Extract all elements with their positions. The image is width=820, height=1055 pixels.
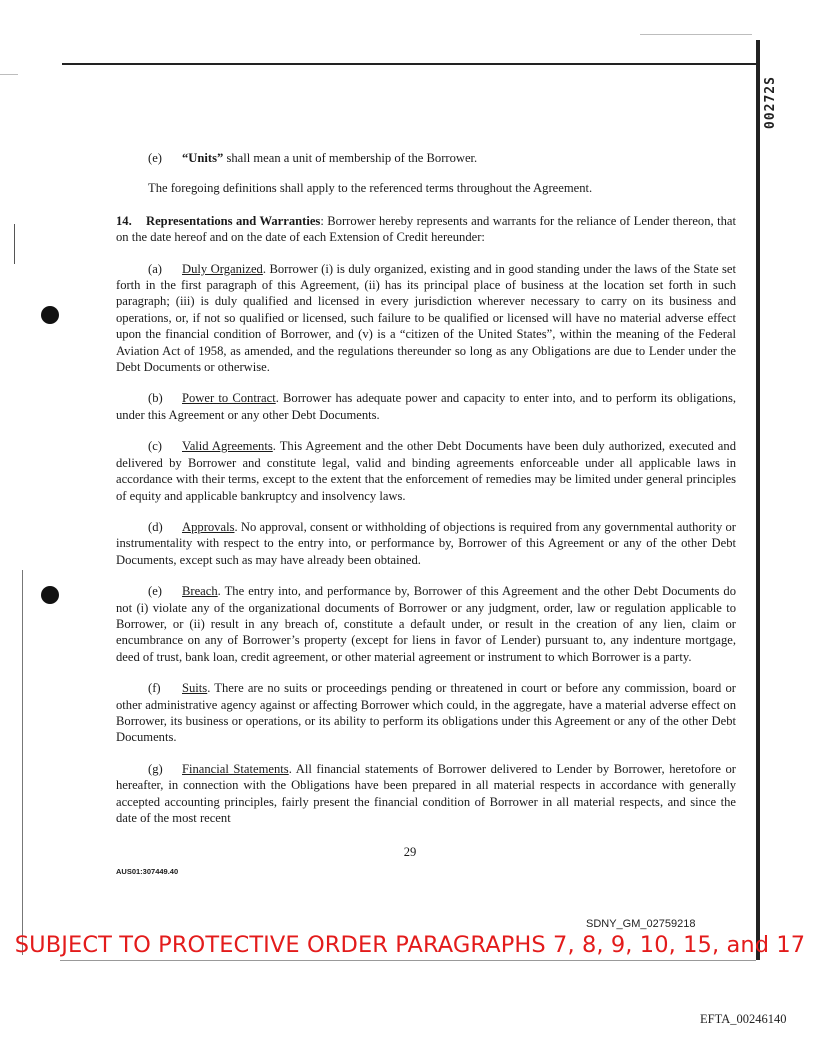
side-bates-stamp: 00272S — [763, 76, 778, 130]
clause-title: Breach — [182, 584, 218, 599]
document-body — [116, 150, 736, 826]
clause-text: . Borrower has adequate power and capacity to enter into, and to perform its obligations, under this Agreement or any other Debt Documents. — [116, 391, 736, 422]
section-intro-text: : Borrower hereby represents and warrants for the reliance of Lender thereon, that on the date hereof and on the date of each Extension of Credit hereunder: — [116, 213, 736, 245]
paragraph-units-definition — [116, 150, 736, 166]
clause-label: (d) — [148, 519, 163, 534]
clause-title: Approvals — [182, 519, 235, 534]
clause-text: . There are no suits or proceedings pending or threatened in court or before any commission, board or other administrative agency against or affecting Borrower which could, in the aggregate, have a material adverse effect on Borrower, its business or operations, or its ability to perform its obligations under this Agreement or any of the other Debt Documents. — [116, 681, 736, 745]
clause-g-financial-statements — [116, 761, 736, 827]
clause-title: Valid Agreements — [182, 439, 273, 454]
clause-d-approvals — [116, 519, 736, 568]
section-14-heading-paragraph — [116, 213, 736, 246]
clause-title: Duly Organized — [182, 261, 263, 276]
page-number: 29 — [403, 845, 417, 859]
clause-a-duly-organized — [116, 261, 736, 376]
clause-title: Suits — [182, 681, 208, 696]
clause-label: (f) — [148, 681, 161, 696]
clause-b-power-to-contract — [116, 390, 736, 423]
right-border-line — [756, 40, 760, 960]
clause-text: . The entry into, and performance by, Borrower of this Agreement and the other Debt Documents do not (i) violate any of the organizational documents of Borrower or any judgment, order, law or regulation applicable to Borrower, or (ii) result in any breach of, constitute a default under, or result in the creation of any lien, claim or encumbrance on any of Borrower’s property (except for liens in favor of Lender) pursuant to, any indenture mortgage, deed of trust, bank loan, credit agreement, or other material agreement or instrument to which Borrower is a party. — [116, 584, 736, 664]
paragraph-definitions-apply: The foregoing definitions shall apply to the referenced terms throughout the Agreement. — [148, 181, 593, 196]
clause-label: (b) — [148, 391, 163, 406]
clause-text: . This Agreement and the other Debt Documents have been duly authorized, executed and delivered by Borrower and constitute legal, valid and binding agreements enforceable under all applicable laws in accordance with their terms, except to the extent that the enforcement of remedies may be limited under general principles of equity and applicable bankruptcy and insolvency laws. — [116, 439, 736, 503]
defined-term: “Units” — [182, 151, 224, 165]
binder-hole-top — [41, 306, 59, 324]
protective-order-notice: SUBJECT TO PROTECTIVE ORDER PARAGRAPHS 7, 8, 9, 10, 15, and 17 — [14, 932, 806, 958]
top-border-line — [62, 63, 756, 65]
clause-label: (e) — [148, 151, 162, 165]
clause-label: (a) — [148, 261, 162, 276]
clause-f-suits — [116, 680, 736, 746]
bottom-border-line — [60, 960, 756, 961]
clause-title: Power to Contract — [182, 391, 276, 406]
efta-number: EFTA_00246140 — [700, 1012, 787, 1026]
left-edge-line — [22, 570, 23, 955]
top-faint-line — [640, 34, 752, 35]
clause-c-valid-agreements — [116, 438, 736, 504]
clause-text: . Borrower (i) is duly organized, existing and in good standing under the laws of the State set forth in the first paragraph of this Agreement, (ii) has its principal place of business at the location set forth in such paragraph; (iii) is duly qualified and licensed in every jurisdiction wherever necessary to carry on its business and operations, or, if not so qualified or licensed, such failure to be qualified or licensed will have no material adverse effect upon the financial condition of Borrower, and (v) is a “citizen of the United States”, within the meaning of the Federal Aviation Act of 1958, as amended, and the regulations thereunder so long as any Obligations are due to Lender under the Debt Documents or otherwise. — [116, 261, 736, 375]
clause-label: (c) — [148, 439, 162, 454]
document-id: AUS01:307449.40 — [116, 867, 179, 876]
top-left-tick — [0, 74, 18, 75]
bates-number: SDNY_GM_02759218 — [586, 918, 696, 930]
clause-e-breach — [116, 583, 736, 665]
clause-text: . All financial statements of Borrower delivered to Lender by Borrower, heretofore or hereafter, in connection with the Obligations have been prepared in all material respects in accordance with generally accepted accounting principles, fairly present the financial condition of Borrower in all material respects, and since the date of the most recent — [116, 761, 737, 825]
clause-label: (g) — [148, 761, 163, 776]
clause-label: (e) — [148, 584, 162, 599]
section-number: 14. — [116, 213, 132, 228]
clause-text: . No approval, consent or withholding of objections is required from any governmental authority or instrumentality with respect to the entry into, or performance by, Borrower of this Agreement or any of the other Debt Documents, except such as may have already been obtained. — [116, 519, 736, 567]
clause-title: Financial Statements — [182, 761, 289, 776]
left-edge-mark — [14, 224, 15, 264]
clause-text: shall mean a unit of membership of the Borrower. — [223, 151, 478, 165]
binder-hole-bottom — [41, 586, 59, 604]
section-heading: Representations and Warranties — [146, 213, 321, 228]
